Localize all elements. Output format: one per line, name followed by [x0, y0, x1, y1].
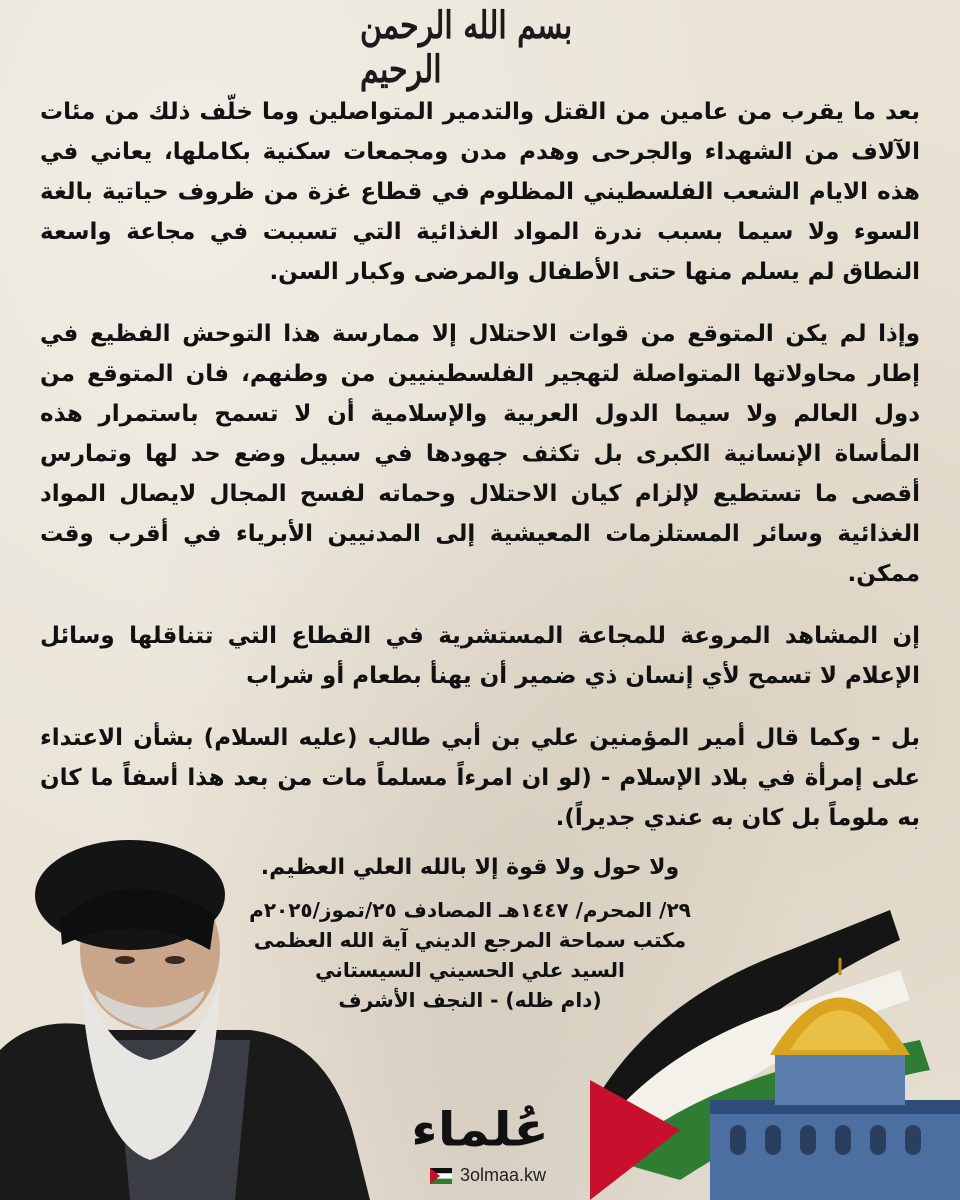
paragraph-1: بعد ما يقرب من عامين من القتل والتدمير المتواصلين وما خلّف ذلك من مئات الآلاف من الشهداء والجرحى وهدم مدن ومجمعات سكنية بكاملها، يعاني في هذه الايام الشعب الفلسطيني المظلوم في قطاع غزة من ظروف حياتية بالغة السوء ولا سيما بسبب ندرة المواد الغذائية التي تسببت في مجاعة واسعة النطاق لم يسلم منها حتى الأطفال والمرضى وكبار السن.	[40, 99, 920, 285]
signature-office: مكتب سماحة المرجع الديني آية الله العظمى	[253, 928, 687, 952]
paragraph-3: إن المشاهد المروعة للمجاعة المستشرية في القطاع التي تتناقلها وسائل الإعلام لا تسمح لأي إنسان ذي ضمير أن يهنأ بطعام أو شراب	[40, 623, 920, 689]
olamaa-logo	[395, 1095, 565, 1165]
social-handle[interactable]	[430, 1165, 546, 1186]
statement-body	[40, 92, 920, 860]
basmala-calligraphy	[360, 3, 600, 92]
signature-date: ٢٩/ المحرم/ ١٤٤٧هـ المصادف ٢٥/تموز/٢٠٢٥م	[249, 898, 691, 922]
signature-location: (دام ظله) - النجف الأشرف	[338, 988, 602, 1012]
signature-name: السيد علي الحسيني السيستاني	[315, 958, 625, 982]
basmala-text: بسم الله الرحمن الرحيم	[360, 3, 573, 92]
handle-text: 3olmaa.kw	[460, 1165, 547, 1185]
paragraph-2: وإذا لم يكن المتوقع من قوات الاحتلال إلا ممارسة هذا التوحش الفظيع في إطار محاولاتها المتواصلة لتهجير الفلسطينيين من وطنهم، فان المتوقع من دول العالم ولا سيما الدول العربية والإسلامية أن لا تسمح باستمرار هذه المأساة الإنسانية الكبرى بل تكثف جهودها في سبيل وضع حد لها وتمارس أقصى ما تستطيع لإلزام كيان الاحتلال وحماته لفسح المجال لايصال المواد الغذائية وسائر المستلزمات المعيشية إلى المدنيين الأبرياء في أقرب وقت ممكن.	[40, 321, 920, 587]
logo-text: عُلماء	[411, 1103, 549, 1157]
cleric-portrait-image	[0, 840, 370, 1200]
paragraph-4: بل - وكما قال أمير المؤمنين علي بن أبي طالب (عليه السلام) بشأن الاعتداء على إمرأة في بلاد الإسلام - (لو ان امرءاً مسلماً مات من بعد هذا أسفاً ما كان به ملوماً بل كان به عندي جديراً).	[40, 725, 920, 831]
dome-flag-image	[590, 880, 960, 1200]
closing-phrase: ولا حول ولا قوة إلا بالله العلي العظيم.	[260, 855, 680, 880]
flag-icon	[430, 1168, 452, 1184]
